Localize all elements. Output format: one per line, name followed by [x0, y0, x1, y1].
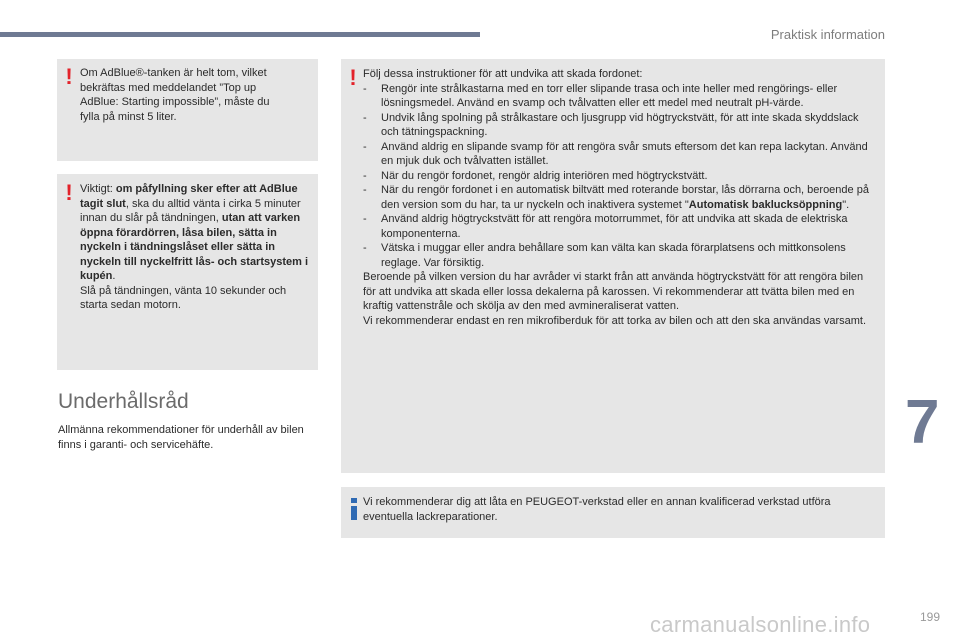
text-run: , ska du alltid vänta i cirka 5 minuter innan du slår på tändningen, [80, 197, 301, 224]
instruction-list [363, 82, 879, 271]
section-title: Underhållsråd [58, 390, 189, 413]
warning-box-adblue-empty [57, 59, 318, 161]
list-item [363, 212, 879, 241]
text-run: . [112, 270, 116, 282]
list-item [363, 183, 879, 212]
list-dash: - [363, 184, 367, 196]
list-item [363, 140, 879, 169]
text-run: ". [842, 198, 850, 211]
chapter-number: 7 [905, 388, 940, 457]
list-dash: - [363, 213, 367, 225]
list-item [363, 169, 879, 184]
list-item-text: Rengör inte strålkastarna med en torr eller slipande trasa och inte heller med rengörings- eller lösningsmedel. Använd en svamp och tvålvatten eller ett medel med neutralt pH-värde. [381, 82, 838, 109]
list-item-text: Undvik lång spolning på strålkastare och ljusgrupp vid högtryckstvätt, för att inte skada skyddslack och tätningspackning. [381, 111, 859, 138]
info-icon-dot [351, 498, 357, 503]
list-item [363, 111, 879, 140]
list-item [363, 82, 879, 111]
info-icon [351, 498, 357, 520]
text-run: När du rengör fordonet i en automatisk biltvätt med roterande borstar, lås dörrarna och, beroende på den version som du har, ta ur nyckeln och inaktivera systemet " [381, 184, 869, 211]
text-run: Viktigt: [80, 183, 116, 195]
text-line: AdBlue: Starting impossible”, måste du [80, 96, 270, 108]
info-box-paint-repair [341, 487, 885, 538]
info-text: Vi rekommenderar dig att låta en PEUGEOT-verkstad eller en annan kvalificerad verkstad utföra eventuella lackreparationer. [363, 496, 831, 523]
text-line: bekräftas med meddelandet ”Top up [80, 81, 257, 94]
watermark: carmanualsonline.info [650, 612, 871, 637]
warning-box-adblue-refill [57, 174, 318, 370]
warning-icon: ! [349, 65, 357, 90]
section-body: Allmänna rekommendationer för underhåll av bilen finns i garanti- och servicehäfte. [58, 424, 304, 451]
list-item-text: När du rengör fordonet, rengör aldrig interiören med högtryckstvätt. [381, 169, 708, 182]
paragraph: Slå på tändningen, vänta 10 sekunder och starta sedan motorn. [80, 284, 287, 311]
paragraph: Beroende på vilken version du har avråder vi starkt från att använda högtryckstvätt för att rengöra bilen för att undvika att skada eller lossa dekalerna på karossen. Vi rekommenderar att tvätta bilen med en kraftig vattenstråle och skölja av den med avmineraliserat vatten. [363, 271, 864, 312]
list-dash: - [363, 242, 367, 254]
warning-icon: ! [65, 180, 73, 205]
emphasis-text: Automatisk baklucksöppning [688, 198, 843, 211]
header-accent-bar [0, 32, 480, 37]
list-item-text: Använd aldrig en slipande svamp för att rengöra svår smuts eftersom det kan repa lackytan. Använd en mjuk duk och tvålvatten istället. [381, 140, 868, 167]
list-item [363, 241, 879, 270]
list-dash: - [363, 82, 367, 95]
info-icon-bar [351, 506, 357, 520]
text-line: fylla på minst 5 liter. [80, 110, 177, 123]
list-dash: - [363, 169, 367, 182]
text-line: Om AdBlue®-tanken är helt tom, vilket [80, 67, 267, 79]
warning-box-cleaning [341, 59, 885, 473]
warning-text [80, 66, 312, 124]
list-item-text [381, 184, 869, 211]
warning-text [80, 182, 314, 313]
page-number: 199 [919, 610, 940, 624]
list-dash: - [363, 111, 367, 124]
intro-text: Följ dessa instruktioner för att undvika att skada fordonet: [363, 68, 643, 80]
paragraph [80, 182, 314, 284]
list-item-text: Vätska i muggar eller andra behållare som kan välta kan skada förarplatsens och mittkonsolens reglage. Var försiktig. [381, 242, 846, 269]
warning-icon: ! [65, 64, 73, 89]
list-item-text: Använd aldrig högtryckstvätt för att rengöra motorrummet, för att undvika att skada de elektriska komponenterna. [381, 213, 848, 240]
warning-text [363, 67, 879, 328]
emphasis-text: utan att varken öppna förardörren, låsa bilen, sätta in nyckeln i tändningslåset eller sätta in nyckeln till nyckelfritt lås- och startsystem i kupén [80, 212, 309, 282]
section-header-title: Praktisk information [770, 27, 885, 42]
emphasis-text: om påfyllning sker efter att AdBlue tagit slut [80, 183, 298, 210]
list-dash: - [363, 140, 367, 153]
paragraph: Vi rekommenderar endast en ren mikrofiberduk för att torka av bilen och att den ska användas varsamt. [363, 314, 866, 327]
